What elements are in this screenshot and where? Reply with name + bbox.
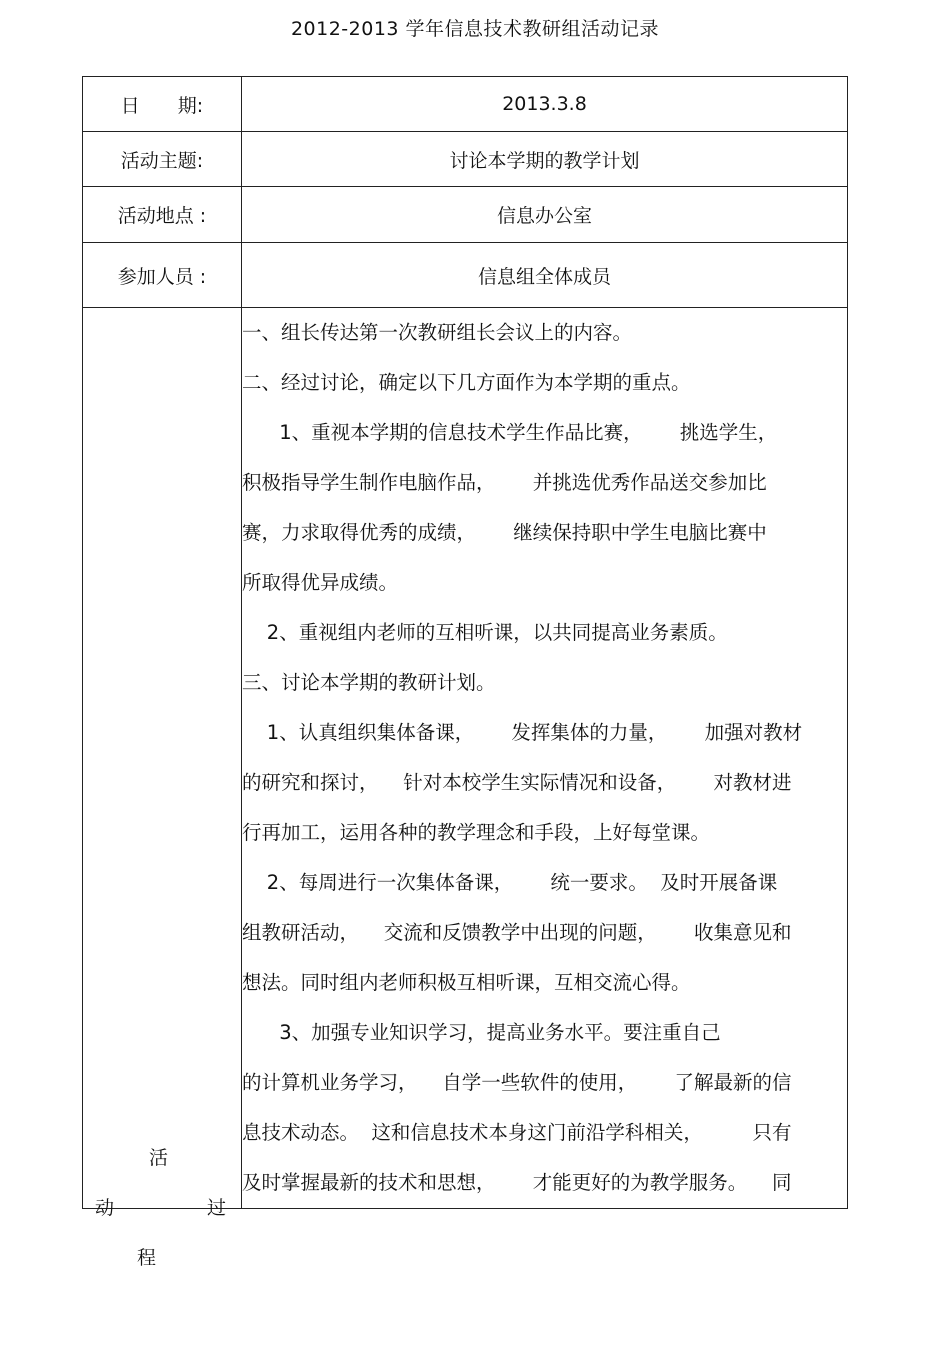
process-label-char: 过 bbox=[207, 1197, 227, 1219]
process-label-char: 动 bbox=[95, 1197, 115, 1219]
participants-label: 参加人员 : bbox=[83, 243, 242, 308]
date-value: 2013.3.8 bbox=[242, 77, 848, 132]
process-line: 2、每周进行一次集体备课， 统一要求。 及时开展备课 bbox=[242, 871, 778, 894]
row-process bbox=[83, 308, 848, 1209]
process-line: 2、重视组内老师的互相听课，以共同提高业务素质。 bbox=[242, 621, 728, 644]
process-line: 行再加工，运用各种的教学理念和手段，上好每堂课。 bbox=[242, 821, 711, 844]
activity-record-table bbox=[82, 76, 848, 1269]
process-label-char: 活 bbox=[149, 1147, 169, 1169]
process-label-cell bbox=[83, 308, 242, 1269]
process-line: 赛，力求取得优秀的成绩， 继续保持职中学生电脑比赛中 bbox=[242, 521, 767, 544]
process-line: 想法。同时组内老师积极互相听课，互相交流心得。 bbox=[242, 971, 691, 994]
process-line: 1、认真组织集体备课， 发挥集体的力量， 加强对教材 bbox=[242, 721, 803, 744]
process-content bbox=[242, 308, 848, 1209]
topic-label: 活动主题: bbox=[83, 132, 242, 187]
process-line: 的计算机业务学习， 自学一些软件的使用， 了解最新的信 bbox=[242, 1071, 792, 1094]
place-value: 信息办公室 bbox=[242, 187, 848, 243]
participants-value: 信息组全体成员 bbox=[242, 243, 848, 308]
process-line: 积极指导学生制作电脑作品， 并挑选优秀作品送交参加比 bbox=[242, 471, 767, 494]
process-line: 3、加强专业知识学习，提高业务水平。要注重自己 bbox=[242, 1021, 721, 1044]
row-date bbox=[83, 77, 848, 132]
date-label: 日 期: bbox=[83, 77, 242, 132]
process-line: 组教研活动， 交流和反馈教学中出现的问题， 收集意见和 bbox=[242, 921, 792, 944]
process-line: 息技术动态。 这和信息技术本身这门前沿学科相关， 只有 bbox=[242, 1121, 792, 1144]
process-line: 及时掌握最新的技术和思想， 才能更好的为教学服务。 同 bbox=[242, 1171, 792, 1194]
process-line: 二、经过讨论，确定以下几方面作为本学期的重点。 bbox=[242, 371, 691, 394]
row-topic bbox=[83, 132, 848, 187]
process-line: 一、组长传达第一次教研组长会议上的内容。 bbox=[242, 321, 633, 344]
process-label-char: 程 bbox=[137, 1247, 157, 1269]
place-label: 活动地点 : bbox=[83, 187, 242, 243]
process-line: 的研究和探讨， 针对本校学生实际情况和设备， 对教材进 bbox=[242, 771, 792, 794]
row-place bbox=[83, 187, 848, 243]
process-line: 所取得优异成绩。 bbox=[242, 571, 399, 594]
row-participants bbox=[83, 243, 848, 308]
process-line: 1、重视本学期的信息技术学生作品比赛， 挑选学生， bbox=[242, 421, 778, 444]
topic-value: 讨论本学期的教学计划 bbox=[242, 132, 848, 187]
process-line: 三、讨论本学期的教研计划。 bbox=[242, 671, 496, 694]
document-title: 2012-2013 学年信息技术教研组活动记录 bbox=[290, 18, 660, 40]
